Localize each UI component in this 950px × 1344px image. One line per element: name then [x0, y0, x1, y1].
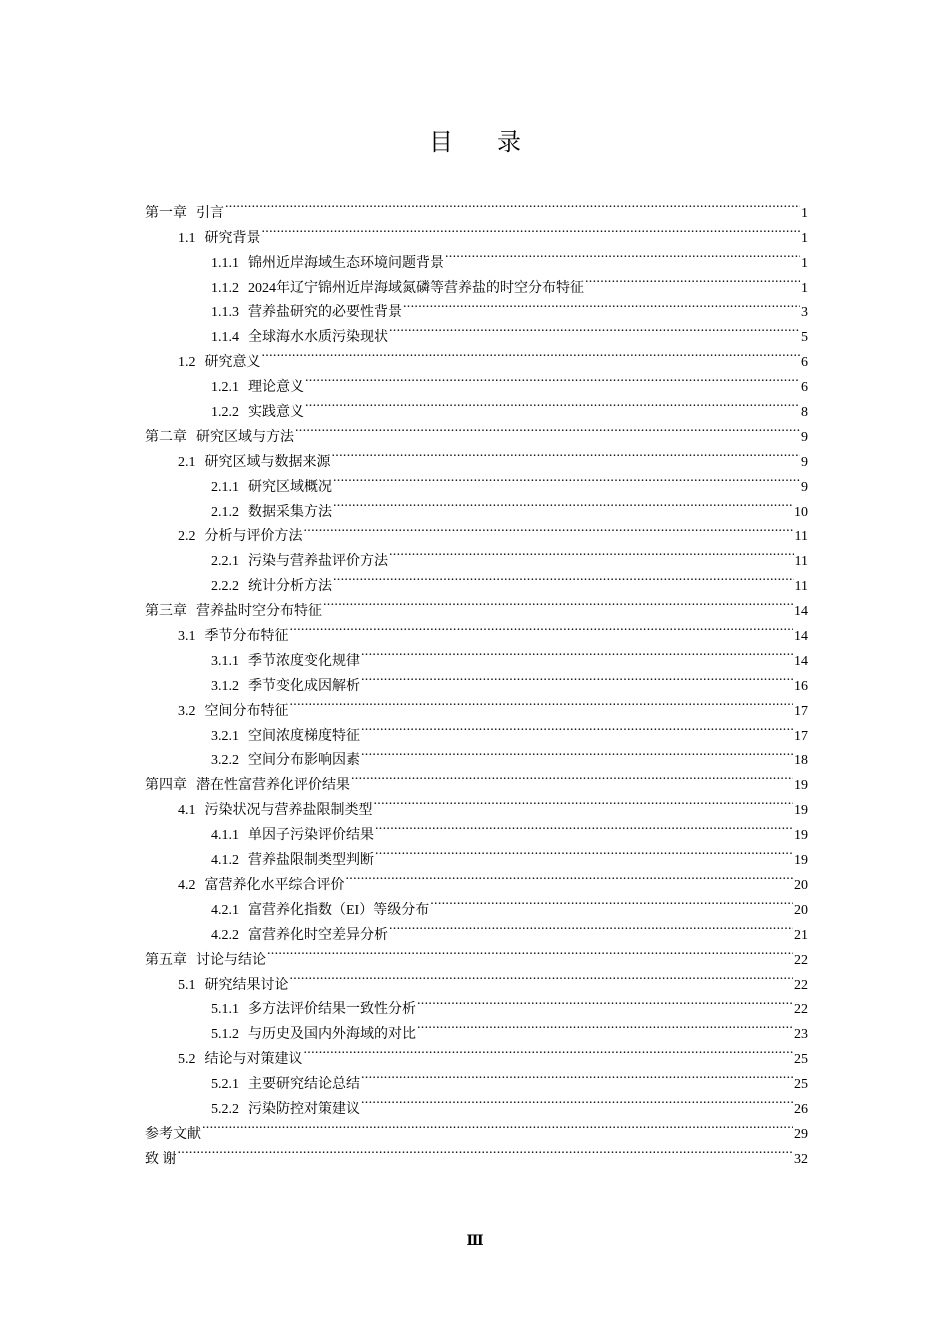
toc-entry-number: 1.1.2	[211, 280, 239, 296]
toc-entry-title: 锦州近岸海域生态环境问题背景	[248, 255, 444, 271]
toc-entry[interactable]	[145, 914, 808, 943]
toc-entry[interactable]	[145, 690, 808, 719]
toc-entry-page: 20	[794, 902, 808, 918]
toc-entry-page: 9	[801, 479, 808, 495]
toc-entry-number: 1.2.2	[211, 405, 239, 421]
toc-entry[interactable]	[145, 341, 808, 371]
toc-entry[interactable]	[145, 590, 808, 620]
toc-entry-page: 19	[794, 778, 808, 794]
toc-entry[interactable]	[145, 665, 808, 694]
toc-dot-leader	[262, 341, 801, 366]
toc-dot-leader	[304, 1038, 794, 1063]
toc-entry-page: 19	[794, 853, 808, 869]
toc-entry-page: 22	[794, 1002, 808, 1018]
toc-entry-title: 数据采集方法	[248, 504, 332, 520]
toc-entry-title: 季节浓度变化规律	[248, 653, 360, 669]
toc-entry-number: 5.1	[178, 977, 196, 993]
toc-entry-page: 17	[794, 703, 808, 719]
toc-entry-title: 潜在性富营养化评价结果	[196, 778, 350, 794]
toc-entry-title: 季节变化成因解析	[248, 678, 360, 694]
toc-entry[interactable]	[145, 864, 808, 893]
toc-entry-title: 引言	[196, 205, 224, 221]
toc-entry-title: 研究意义	[204, 355, 261, 371]
toc-entry-number: 3.1.1	[211, 653, 239, 669]
toc-dot-leader	[361, 1088, 793, 1113]
toc-entry-title: 实践意义	[248, 405, 304, 421]
toc-dot-leader	[332, 441, 801, 466]
toc-entry-page: 32	[794, 1151, 808, 1167]
toc-dot-leader	[445, 242, 800, 267]
toc-entry-page: 22	[794, 977, 808, 993]
toc-entry-number: 5.1.2	[211, 1027, 239, 1043]
toc-entry-page: 9	[801, 429, 808, 445]
toc-dot-leader	[403, 292, 800, 317]
toc-entry-page: 11	[794, 529, 808, 545]
toc-entry-page: 10	[794, 504, 808, 520]
toc-entry-number: 4.1.1	[211, 828, 239, 844]
toc-dot-leader	[389, 914, 793, 939]
table-of-contents	[145, 192, 808, 1167]
toc-entry[interactable]	[145, 740, 808, 769]
toc-dot-leader	[389, 540, 794, 565]
toc-dot-leader	[361, 740, 793, 765]
toc-entry-title: 营养盐限制类型判断	[248, 853, 374, 869]
toc-entry-page: 19	[794, 803, 808, 819]
toc-entry[interactable]	[145, 764, 808, 794]
toc-entry-page: 14	[794, 653, 808, 669]
toc-entry[interactable]	[145, 391, 808, 421]
toc-entry[interactable]	[145, 565, 808, 595]
toc-entry-title: 污染状况与营养盐限制类型	[204, 803, 373, 819]
toc-entry-title: 2024年辽宁锦州近岸海域氮磷等营养盐的时空分布特征	[248, 280, 584, 296]
toc-entry-page: 25	[794, 1077, 808, 1093]
toc-entry-page: 1	[801, 255, 808, 271]
toc-entry-number: 3.1.2	[211, 678, 239, 694]
toc-entry-title: 多方法评价结果一致性分析	[248, 1002, 416, 1018]
toc-entry[interactable]	[145, 491, 808, 520]
toc-entry-title: 研究区域与数据来源	[204, 454, 331, 470]
toc-entry[interactable]	[145, 516, 808, 545]
toc-dot-leader	[351, 764, 793, 789]
toc-entry[interactable]	[145, 292, 808, 321]
toc-entry-page: 19	[794, 828, 808, 844]
toc-entry[interactable]	[145, 267, 808, 296]
toc-entry-number: 第二章	[145, 429, 187, 445]
toc-dot-leader	[333, 466, 800, 491]
toc-entry-number: 4.1.2	[211, 853, 239, 869]
toc-entry-number: 5.1.1	[211, 1002, 239, 1018]
toc-entry-title: 季节分布特征	[204, 629, 289, 645]
toc-entry-page: 20	[794, 877, 808, 893]
toc-dot-leader	[333, 491, 793, 516]
toc-entry-page: 22	[794, 952, 808, 968]
toc-entry-title: 空间分布影响因素	[248, 753, 360, 769]
toc-entry-page: 29	[794, 1126, 808, 1142]
toc-entry[interactable]	[145, 1113, 808, 1142]
toc-entry-title: 研究区域与方法	[196, 429, 294, 445]
toc-entry-page: 6	[801, 380, 808, 396]
toc-dot-leader	[374, 789, 794, 814]
toc-entry-number: 4.2	[178, 877, 196, 893]
toc-entry-number: 4.1	[178, 803, 196, 819]
toc-entry-title: 富营养化指数（EI）等级分布	[248, 902, 430, 918]
toc-entry-page: 1	[801, 230, 808, 246]
toc-entry-number: 3.2.1	[211, 728, 239, 744]
toc-entry-number: 5.2.1	[211, 1077, 239, 1093]
toc-entry-title: 参考文献	[145, 1126, 201, 1142]
toc-entry-number: 1.2	[178, 355, 196, 371]
toc-entry-page: 26	[794, 1101, 808, 1117]
toc-entry-page: 11	[794, 579, 808, 595]
toc-dot-leader	[585, 267, 800, 292]
toc-dot-leader	[389, 316, 800, 341]
toc-dot-leader	[290, 690, 794, 715]
toc-entry[interactable]	[145, 1138, 808, 1167]
toc-entry-number: 第一章	[145, 205, 187, 221]
toc-entry-number: 第三章	[145, 604, 187, 620]
toc-entry-number: 2.1.2	[211, 504, 239, 520]
toc-dot-leader	[430, 889, 793, 914]
toc-entry-title: 致 谢	[145, 1151, 177, 1167]
toc-entry-number: 1.1	[178, 230, 196, 246]
toc-entry-page: 17	[794, 728, 808, 744]
toc-dot-leader	[178, 1138, 794, 1163]
toc-entry-title: 理论意义	[248, 380, 304, 396]
toc-entry-page: 3	[801, 305, 808, 321]
toc-entry-page: 23	[794, 1027, 808, 1043]
toc-entry-number: 5.2.2	[211, 1101, 239, 1117]
toc-entry-number: 1.1.3	[211, 305, 239, 321]
toc-dot-leader	[375, 814, 793, 839]
toc-entry[interactable]	[145, 1013, 808, 1043]
toc-entry-page: 5	[801, 330, 808, 346]
toc-entry-page: 8	[801, 405, 808, 421]
page-title: 目录	[429, 128, 565, 156]
toc-entry[interactable]	[145, 939, 808, 968]
toc-entry-page: 25	[794, 1052, 808, 1068]
toc-dot-leader	[295, 416, 800, 441]
toc-dot-leader	[361, 665, 793, 690]
toc-dot-leader	[202, 1113, 793, 1138]
toc-entry-page: 1	[801, 205, 808, 221]
toc-dot-leader	[305, 391, 800, 416]
toc-entry-title: 空间浓度梯度特征	[248, 728, 360, 744]
toc-entry-number: 1.1.1	[211, 255, 239, 271]
toc-dot-leader	[225, 192, 800, 217]
toc-entry-number: 3.2.2	[211, 753, 239, 769]
toc-entry-number: 2.1.1	[211, 479, 239, 495]
toc-entry-number: 3.1	[178, 629, 196, 645]
toc-entry-page: 1	[801, 280, 808, 296]
toc-entry-title: 单因子污染评价结果	[248, 828, 374, 844]
toc-dot-leader	[304, 516, 794, 541]
toc-dot-leader	[290, 964, 794, 989]
toc-entry-page: 16	[794, 678, 808, 694]
toc-entry-page: 14	[794, 604, 808, 620]
toc-dot-leader	[305, 366, 800, 391]
toc-entry[interactable]	[145, 1088, 808, 1117]
toc-entry-title: 研究背景	[204, 230, 261, 246]
toc-entry-page: 9	[801, 454, 808, 470]
toc-entry-title: 结论与对策建议	[204, 1052, 303, 1068]
toc-entry-title: 富营养化时空差异分析	[248, 927, 388, 943]
toc-dot-leader	[417, 989, 793, 1014]
toc-dot-leader	[417, 1013, 793, 1038]
page-number: Ⅲ	[466, 1234, 484, 1249]
toc-entry-title: 分析与评价方法	[204, 529, 303, 545]
toc-entry-number: 2.2.1	[211, 554, 239, 570]
toc-entry-page: 14	[794, 629, 808, 645]
toc-entry-number: 4.2.1	[211, 902, 239, 918]
toc-entry-number: 3.2	[178, 703, 196, 719]
toc-entry[interactable]	[145, 1038, 808, 1068]
toc-entry[interactable]	[145, 192, 808, 221]
toc-entry-page: 18	[794, 753, 808, 769]
toc-entry-title: 统计分析方法	[248, 579, 332, 595]
toc-entry-page: 21	[794, 927, 808, 943]
toc-entry-title: 营养盐研究的必要性背景	[248, 305, 402, 321]
toc-entry[interactable]	[145, 316, 808, 346]
toc-entry-page: 11	[794, 554, 808, 570]
toc-dot-leader	[323, 590, 793, 615]
toc-entry-title: 营养盐时空分布特征	[196, 604, 322, 620]
toc-dot-leader	[375, 839, 793, 864]
toc-entry-title: 污染防控对策建议	[248, 1101, 360, 1117]
toc-dot-leader	[262, 217, 801, 242]
toc-dot-leader	[361, 715, 793, 740]
toc-entry-page: 6	[801, 355, 808, 371]
toc-entry-title: 研究区域概况	[248, 479, 332, 495]
toc-entry-number: 2.1	[178, 454, 196, 470]
toc-entry-number: 5.2	[178, 1052, 196, 1068]
toc-entry-number: 2.2.2	[211, 579, 239, 595]
toc-entry-number: 4.2.2	[211, 927, 239, 943]
toc-entry-title: 空间分布特征	[204, 703, 289, 719]
toc-entry-title: 富营养化水平综合评价	[204, 877, 345, 893]
toc-entry-number: 2.2	[178, 529, 196, 545]
toc-entry[interactable]	[145, 416, 808, 445]
toc-dot-leader	[290, 615, 794, 640]
toc-entry-number: 1.2.1	[211, 380, 239, 396]
toc-dot-leader	[346, 864, 794, 889]
toc-entry-title: 污染与营养盐评价方法	[248, 554, 388, 570]
toc-entry[interactable]	[145, 217, 808, 246]
toc-entry-title: 讨论与结论	[196, 952, 266, 968]
toc-entry[interactable]	[145, 839, 808, 869]
toc-dot-leader	[333, 565, 794, 590]
toc-entry-title: 主要研究结论总结	[248, 1077, 360, 1093]
toc-entry-title: 与历史及国内外海域的对比	[248, 1027, 416, 1043]
toc-dot-leader	[267, 939, 793, 964]
toc-entry-title: 研究结果讨论	[204, 977, 289, 993]
toc-entry-title: 全球海水水质污染现状	[248, 330, 388, 346]
toc-dot-leader	[361, 1063, 793, 1088]
toc-entry-number: 第五章	[145, 952, 187, 968]
toc-entry-number: 第四章	[145, 778, 187, 794]
toc-dot-leader	[361, 640, 793, 665]
toc-entry-number: 1.1.4	[211, 330, 239, 346]
